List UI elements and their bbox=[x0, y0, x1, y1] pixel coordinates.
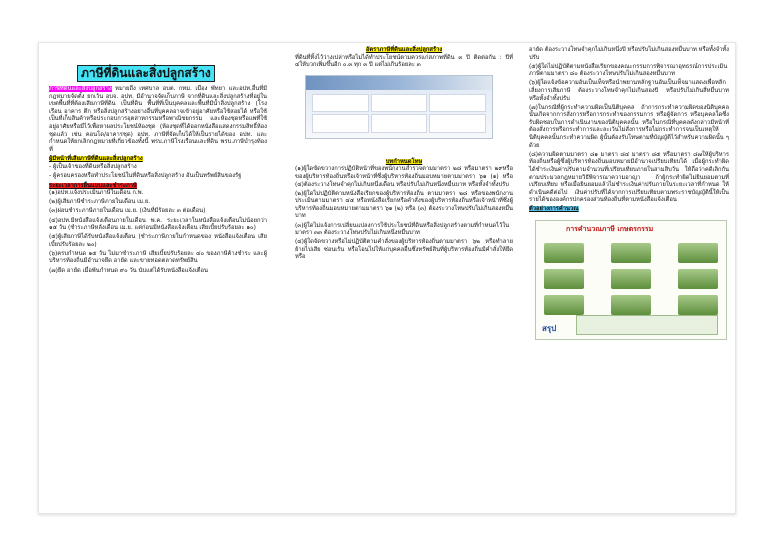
rate-table-header bbox=[306, 76, 492, 90]
schedule-item: (๔)อปท.มีหนังสือแจ้งเตือนภายในเดือน พ.ค. ระยะเวลาในหนังสือแจ้งเตือนไม่น้อยกว่า ๑๕ วัน (ชำระภาษีหลังเดือน เม.ย. แต่ก่อนมีหนังสือแจ้งเตือน เสียเบี้ยปรับร้อยละ ๑๐) bbox=[49, 217, 267, 232]
intro-highlight: ภาษีที่ดินและสิ่งปลูกสร้าง bbox=[49, 86, 112, 92]
intro-text: หมายถึง เทศบาล อบต. กทม. เมือง พัทยา และอปท.อื่นที่มีกฎหมายจัดตั้ง ยกเว้น อบจ. อปท. มีอำนาจจัดเก็บภาษี จากที่ดินและสิ่งปลูกสร้างที่อยู่ในเขตพื้นที่ที่ต้องเสียภาษีที่ดิน เป็นที่ดิน พื้นที่ที่เป็นบุคคลและพื้นที่มีน้ำสิ่งปลูกสร้าง (โรงเรือน อาคาร ตึก หรือสิ่งปลูกสร้างอย่างอื่นที่บุคคลอาจเข้าอยู่อาศัยหรือใช้สอยได้ หรือใช้เป็นที่เก็บสินค้าหรือประกอบการอุตสาหกรรมหรือพาณิชยกรรม และห้องชุดหรือแพที่ใช้อยู่อาศัยหรือมีไว้เพื่อหาผลประโยชน์ห้องชุด (ห้องชุดที่ได้ออกหนังสือแสดงกรรมสิทธิ์ห้องชุดแล้ว เช่น คอนโด/อาคารชุด) อปท. ภาษีที่จัดเก็บได้ให้เป็นรายได้ของ อปท. และกำหนดให้ยกเลิกกฎหมายที่เกี่ยวข้องทั้งนี้ พรบ.ภาษีโรงเรือนและที่ดิน พรบ.ภาษีบำรุงท้องที่ bbox=[49, 86, 267, 153]
rate-text: ที่ดินที่ทิ้งไว้ว่างเปล่าหรือไม่ได้ทำประโยชน์ตามควรแก่สภาพที่ดิน ๓ ปี ติดต่อกัน : ปีที่ ๔ให้บวกเพิ่มขึ้นอีก ๐.๓ ทุก ๓ ปี แต่ไม่เกินร้อยละ ๓ bbox=[295, 54, 513, 69]
farm-image bbox=[611, 243, 651, 263]
rate-table-cell bbox=[429, 94, 486, 113]
farm-image bbox=[611, 295, 651, 315]
farm-image bbox=[678, 269, 718, 289]
infographic-summary-label: สรุป bbox=[542, 324, 557, 334]
schedule-heading: ระยะเวลาการยื่นแบบและชำระภาษี bbox=[49, 182, 137, 189]
rate-heading-wrap bbox=[295, 47, 513, 55]
payer-item: - ผู้เป็นเจ้าของที่ดินหรือสิ่งปลูกสร้าง bbox=[49, 163, 137, 170]
rate-heading: อัตราภาษีที่ดินและสิ่งปลูกสร้าง bbox=[365, 47, 443, 53]
infographic-summary-box bbox=[576, 315, 718, 335]
intro-paragraph bbox=[49, 86, 267, 154]
rate-table-cell bbox=[371, 94, 428, 113]
farm-image bbox=[611, 269, 651, 289]
column-right bbox=[529, 47, 729, 340]
infographic-title: การคำนวณภาษี เกษตรกรรม bbox=[566, 224, 654, 233]
infographic-row bbox=[544, 269, 718, 291]
rate-table-cell bbox=[429, 114, 486, 133]
rate-table-cell bbox=[371, 114, 428, 133]
schedule-item: (๒)ผู้เสียภาษีชำระภาษีภายในเดือน เม.ย. bbox=[49, 199, 151, 206]
schedule-item: (๕)ผู้เสียภาษีได้รับหนังสือแจ้งเตือน (ชำระภาษีภายในกำหนดของ หนังสือแจ้งเตือน เสียเบี้ยปรับร้อยละ ๒๐) bbox=[49, 234, 267, 248]
farm-image bbox=[544, 243, 584, 263]
farm-image bbox=[544, 269, 584, 289]
column-middle bbox=[295, 47, 513, 264]
document-title: ภาษีที่ดินและสิ่งปลูกสร้าง bbox=[77, 65, 215, 82]
penalty-continued: อายัด ต้องระวางโทษจำคุกไม่เกินหนึ่งปี หรือปรับไม่เกินสองหมื่นบาท หรือทั้งจำทั้งปรับ bbox=[529, 47, 730, 61]
example-heading-wrap bbox=[529, 206, 729, 214]
farm-image bbox=[544, 295, 584, 315]
column-left bbox=[49, 47, 267, 277]
infographic-row bbox=[544, 243, 718, 265]
schedule-item: (๓)ผ่อนชำระภาษีภายในเดือน เม.ย. (เงินที่มีร้อยละ ๓ ต่อเดือน) bbox=[49, 208, 206, 215]
schedule-item: (๑)อปท.แจ้งประเมินภาษีในเดือน ก.พ. bbox=[49, 190, 144, 197]
calculation-infographic bbox=[535, 220, 727, 340]
example-heading: ตัวอย่างการคำนวณ bbox=[529, 206, 579, 213]
penalty-item: (๘)ความผิดตามมาตรา ๘๑ มาตรา ๘๔ มาตรา ๘๕ หรือมาตรา ๘๗ให้ผู้บริหารท้องถิ่นหรือผู้ซึ่งผู้บริหารท้องถิ่นมอบหมายมีอำนาจเปรียบเทียบได้ เมื่อผู้กระทำผิดได้ชำระเงินค่าปรับตามจำนวนที่เปรียบเทียบภายในสามสิบวัน ให้ถือว่าคดีเลิกกันตามประมวลกฎหมายวิธีพิจารณาความอาญา ถ้าผู้กระทำผิดไม่ยินยอมตามที่เปรียบเทียบ หรือเมื่อยินยอมแล้วไม่ชำระเงินค่าปรับภายในระยะเวลาที่กำหนด ให้ดำเนินคดีต่อไป เงินค่าปรับที่ได้จากการเปรียบเทียบตามพระราชบัญญัตินี้ให้เป็นรายได้ขององค์กรปกครองส่วนท้องถิ่นที่ตามหนังสือแจ้งเตือน bbox=[529, 151, 729, 204]
rate-table-grid bbox=[312, 94, 486, 133]
schedule-item: (๗)ยึด อายัด เมื่อพ้นกำหนด ๙๐ วัน นับแต่ได้รับหนังสือแจ้งเตือน bbox=[49, 267, 208, 274]
payer-heading: ผู้มีหน้าที่เสียภาษีที่ดินและสิ่งปลูกสร้าง bbox=[49, 156, 143, 163]
farm-image bbox=[678, 243, 718, 263]
payer-item: - ผู้ครอบครองหรือทำประโยชน์ในที่ดินหรือสิ่งปลูกสร้าง อันเป็นทรัพย์สินของรัฐ bbox=[49, 173, 242, 180]
penalty-heading: บทกำหนดโทษ bbox=[385, 158, 423, 165]
rate-table-cell bbox=[312, 94, 369, 113]
payer-heading-wrap bbox=[49, 156, 267, 164]
infographic-row bbox=[544, 295, 718, 317]
schedule-item: (๖)ครบกำหนด ๑๕ วัน ไม่มาชำระภาษี เสียเบี้ยปรับร้อยละ ๔๐ ของภาษีค้างชำระ และผู้บริหารท้องถิ่นมีอำนาจยึด อายัด และขายทอดตลาดทรัพย์สิน bbox=[49, 250, 267, 265]
penalty-item: (๔)ผู้ใดจัดขวางหรือไม่ปฏิบัติตามคำสั่งของผู้บริหารท้องถิ่นตามมาตรา ๖๒ หรือทำลาย ย้ายไปเสีย ซ่อนเร้น หรือโอนไปให้แก่บุคคลอื่นซึ่งทรัพย์สินที่ผู้บริหารท้องถิ่นมีคำสั่งให้ยึดหรือ bbox=[295, 239, 513, 261]
penalty-item: (๓)ผู้ใดไม่แจ้งการเปลี่ยนแปลงการใช้ประโยชน์ที่ดินหรือสิ่งปลูกสร้างตามที่กำหนดไว้ในมาตรา ๓๓ ต้องระวางโทษปรับไม่เกินหนึ่งหมื่นบาท bbox=[295, 222, 510, 237]
rate-table-image bbox=[305, 75, 493, 139]
penalty-item: (๒)ผู้ใดไม่ปฏิบัติตามหนังสือเรียกของผู้บริหารท้องถิ่น ตามมาตรา ๒๘ หรือของพนักงานประเมินตามมาตรา ๔๕ หรือหนังสือเรียกหรือคำสั่งของผู้บริหารท้องถิ่นหรือเจ้าหน้าที่ซึ่งผู้บริหารท้องถิ่นมอบหมายตามมาตรา ๖๑ (๒) หรือ (๓) ต้องระวางโทษปรับไม่เกินสองหมื่นบาท bbox=[295, 190, 513, 220]
brochure-page bbox=[38, 42, 736, 514]
penalty-item: (๑)ผู้ใดขัดขวางการปฏิบัติหน้าที่ของพนักงานสำรวจตามมาตรา ๒๘ หรือมาตรา ๒๙หรือของผู้บริหารท้องถิ่นหรือเจ้าหน้าที่ซึ่งผู้บริหารท้องถิ่นมอบหมายตามมาตรา ๖๑ (๑) หรือ (๔)ต้องระวางโทษจำคุกไม่เกินหนึ่งเดือน หรือปรับไม่เกินหนึ่งหมื่นบาท หรือทั้งจำทั้งปรับ bbox=[295, 166, 513, 188]
farm-image bbox=[678, 295, 718, 315]
penalty-item: (๗)ในกรณีที่ผู้กระทำความผิดเป็นนิติบุคคล ถ้าการกระทำความผิดของนิติบุคคลนั้นเกิดจากการสั่งการหรือการกระทำของกรรมการ หรือผู้จัดการ หรือบุคคลใดซึ่งรับผิดชอบในการดำเนินงานของนิติบุคคลนั้น หรือในกรณีที่บุคคลดังกล่าวมีหน้าที่ต้องสั่งการหรือกระทำการและละเว้นไม่สั่งการหรือไม่กระทำการจนเป็นเหตุให้นิติบุคคลนั้นกระทำความผิด ผู้นั้นต้องรับโทษตามที่บัญญัติไว้สำหรับความผิดนั้น ๆ ด้วย bbox=[529, 104, 729, 149]
rate-table-cell bbox=[312, 114, 369, 133]
penalty-item: (๕)ผู้ใดไม่ปฏิบัติตามหนังสือเรียกของคณะกรรมการพิจารณาอุทธรณ์การประเมินภาษีตามมาตรา ๘๐ ต้องระวางโทษปรับไม่เกินสองหมื่นบาท bbox=[529, 63, 728, 78]
penalty-item: (๖)ผู้ใดแจ้งข้อความอันเป็นเท็จหรือนำพยานหลักฐานอันเป็นเท็จมาแสดงเพื่อหลีกเลี่ยงการเสียภาษี ต้องระวางโทษจำคุกไม่เกินสองปี หรือปรับไม่เกินสี่หมื่นบาท หรือทั้งจำทั้งปรับ bbox=[529, 80, 729, 102]
